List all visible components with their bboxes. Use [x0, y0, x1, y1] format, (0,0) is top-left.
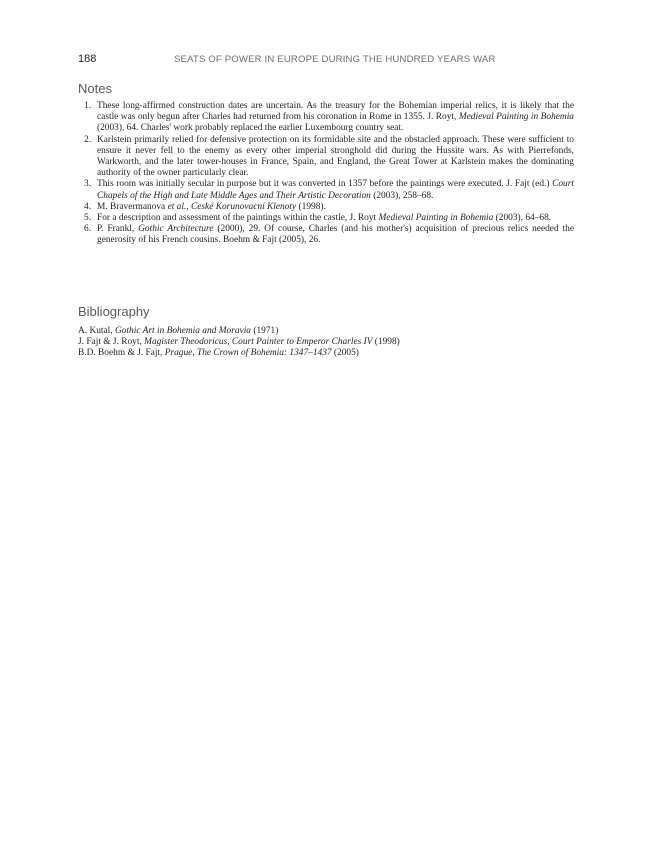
bibliography-heading: Bibliography	[78, 304, 150, 319]
note-item	[78, 202, 574, 213]
note-number: 5.	[84, 213, 92, 224]
text-run: (1998).	[296, 201, 326, 212]
text-run: (2005)	[331, 348, 359, 359]
text-run: (2003), 64. Charles' work probably replaced the earlier Luxembourg country seat.	[97, 123, 404, 134]
italic-title: et al., Ceské Korunovacní Klenoty	[167, 201, 297, 212]
notes-heading: Notes	[78, 81, 112, 96]
text-run: These long-affirmed construction dates are uncertain. As the treasury for the Bohemian imperial relics, it is likely that the castle was only begun after Charles had returned from his coronation in Rome in 1355. J. Royt,	[97, 101, 574, 123]
text-run: (2003), 64–68.	[493, 213, 552, 224]
running-title: SEATS OF POWER IN EUROPE DURING THE HUNDRED YEARS WAR	[174, 54, 496, 65]
text-run: B.D. Boehm & J. Fajt,	[78, 348, 165, 359]
note-item	[78, 101, 574, 135]
bibliography-entry	[78, 326, 574, 337]
page-number: 188	[78, 53, 97, 65]
text-run: (2000), 29. Of course, Charles (and his mother's) acquisition of precious relics needed the generosity of his French cousins. Boehm & Fajt (2005), 26.	[97, 224, 574, 246]
text-run: This room was initially secular in purpose but it was converted in 1357 before the paintings were executed. J. Fajt (ed.)	[97, 179, 553, 190]
italic-title: Medieval Painting in Bohemia	[458, 112, 574, 123]
note-number: 6.	[84, 224, 92, 235]
notes-list	[78, 101, 574, 247]
note-number: 4.	[84, 201, 92, 212]
note-item	[78, 213, 574, 224]
text-run: (2003), 258–68.	[370, 190, 434, 201]
text-run: J. Fajt & J. Royt,	[78, 337, 145, 348]
text-run: Karlstein primarily relied for defensive protection on its formidable site and the obstacled approach. These were sufficient to ensure it never fell to the enemy as every other imperial stronghold did during the Hussite wars. As with Pierrefonds, Warkworth, and the later tower-houses in France, Spain, and England, the Great Tower at Karlstein makes the dominating authority of the owner particularly clear.	[97, 134, 574, 179]
note-number: 1.	[84, 101, 92, 111]
bibliography-list	[78, 326, 574, 360]
text-run: (1971)	[251, 326, 279, 336]
note-item	[78, 179, 574, 201]
italic-title: Gothic Art in Bohemia and Moravia	[114, 326, 251, 336]
italic-title: Medieval Painting in Bohemia	[378, 213, 494, 224]
bibliography-entry	[78, 337, 574, 348]
text-run: For a description and assessment of the paintings within the castle, J. Royt	[97, 213, 379, 224]
italic-title: Prague, The Crown of Bohemia: 1347–1437	[164, 348, 332, 359]
italic-title: Court Chapels of the High and Late Middle Ages and Their Artistic Decoration	[97, 179, 574, 201]
note-number: 2.	[84, 134, 92, 145]
note-item	[78, 224, 574, 246]
text-run: M. Bravermanova	[97, 201, 168, 212]
text-run: (1998)	[372, 337, 400, 348]
italic-title: Gothic Architecture	[138, 224, 214, 235]
italic-title: Magister Theodoricus, Court Painter to Emperor Charles IV	[144, 337, 373, 348]
bibliography-entry	[78, 348, 574, 359]
note-item	[78, 135, 574, 180]
running-head	[78, 53, 572, 67]
text-run: P. Frankl,	[97, 224, 139, 235]
text-run: A. Kutal,	[78, 326, 115, 336]
note-number: 3.	[84, 179, 92, 190]
